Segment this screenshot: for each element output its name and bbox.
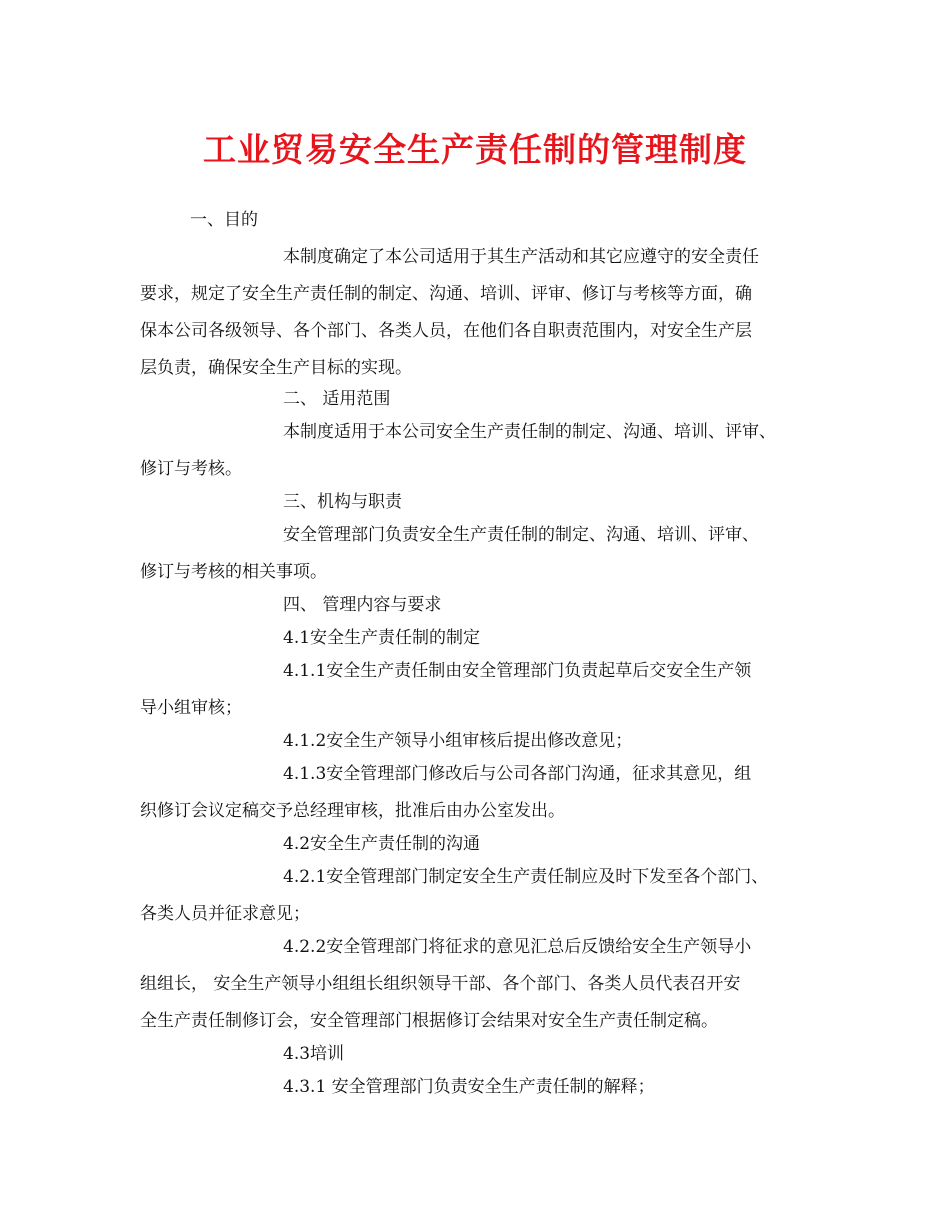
paragraph-line: 修订与考核的相关事项。 [140,562,327,582]
paragraph-line: 4.1.1安全生产责任制由安全管理部门负责起草后交安全生产领 [283,661,752,681]
document-title: 工业贸易安全生产责任制的管理制度 [203,130,747,169]
paragraph-line: 组组长， 安全生产领导小组组长组织领导干部、各个部门、各类人员代表召开安 [140,974,741,994]
section-heading-2: 二、 适用范围 [283,389,391,409]
paragraph-line: 4.3.1 安全管理部门负责安全生产责任制的解释； [283,1077,655,1097]
paragraph-line: 4.2.1安全管理部门制定安全生产责任制应及时下发至各个部门、 [283,867,769,887]
subsection-heading: 4.2安全生产责任制的沟通 [283,834,481,854]
paragraph-line: 本制度适用于本公司安全生产责任制的制定、沟通、培训、评审、 [283,422,776,442]
section-heading-4: 四、 管理内容与要求 [283,595,442,615]
paragraph-line: 要求，规定了安全生产责任制的制定、沟通、培训、评审、修订与考核等方面，确 [140,284,752,304]
subsection-heading: 4.1安全生产责任制的制定 [283,628,481,648]
subsection-heading: 4.3培训 [283,1044,345,1064]
section-heading-3: 三、机构与职责 [283,492,402,512]
paragraph-line: 保本公司各级领导、各个部门、各类人员，在他们各自职责范围内，对安全生产层 [140,321,752,341]
paragraph-line: 全生产责任制修订会，安全管理部门根据修订会结果对安全生产责任制定稿。 [140,1011,718,1031]
paragraph-line: 4.1.2安全生产领导小组审核后提出修改意见； [283,731,633,751]
paragraph-line: 各类人员并征求意见； [140,904,310,924]
section-heading-1: 一、目的 [190,210,258,230]
paragraph-line: 修订与考核。 [140,459,242,479]
paragraph-line: 本制度确定了本公司适用于其生产活动和其它应遵守的安全责任 [283,247,759,267]
paragraph-line: 导小组审核； [140,698,242,718]
paragraph-line: 织修订会议定稿交予总经理审核，批准后由办公室发出。 [140,801,565,821]
paragraph-line: 4.2.2安全管理部门将征求的意见汇总后反馈给安全生产领导小 [283,937,752,957]
paragraph-line: 层负责，确保安全生产目标的实现。 [140,358,412,378]
paragraph-line: 安全管理部门负责安全生产责任制的制定、沟通、培训、评审、 [283,525,759,545]
paragraph-line: 4.1.3安全管理部门修改后与公司各部门沟通，征求其意见，组 [283,764,752,784]
